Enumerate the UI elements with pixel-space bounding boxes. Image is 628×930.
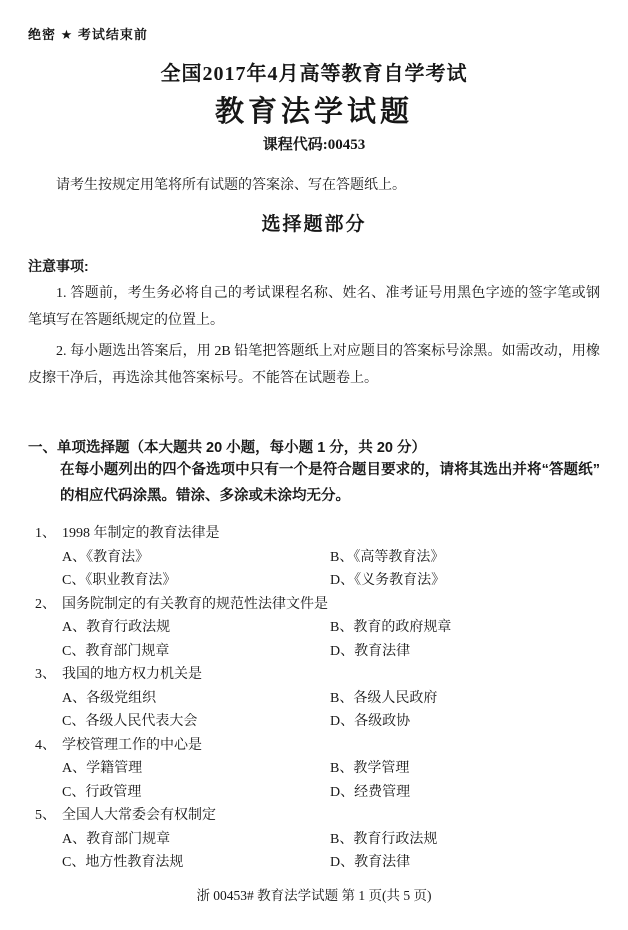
option-d: D、教育法律 [330, 643, 411, 659]
question-options [62, 828, 600, 875]
option-a: A、《教育法》 [62, 549, 150, 565]
section-part-title: 选择题部分 [261, 214, 367, 235]
option-b: B、教学管理 [330, 761, 410, 776]
question-2 [35, 593, 600, 664]
question-4 [35, 734, 600, 805]
option-c: C、各级人民代表大会 [62, 714, 198, 729]
question-stem [35, 663, 600, 687]
question-stem [35, 804, 600, 828]
option-d: D、经费管理 [330, 784, 411, 800]
notice-item-1: 1. 答题前，考生务必将自己的考试课程名称、姓名、准考证号用黑色字迹的签字笔或钢笔填写在答题纸规定的位置上。 [28, 286, 600, 328]
exam-title: 全国2017年4月高等教育自学考试 [160, 63, 468, 85]
option-a: A、各级党组织 [62, 690, 157, 706]
answer-sheet-instruction: 请考生按规定用笔将所有试题的答案涂、写在答题纸上。 [56, 178, 406, 193]
section-one [28, 436, 600, 509]
notes-heading: 注意事项: [28, 258, 89, 274]
option-c: C、行政管理 [62, 784, 142, 800]
security-notice: 绝密 ★ 考试结束前 [28, 27, 148, 42]
question-stem [35, 734, 600, 758]
notice-item-2: 2. 每小题选出答案后，用 2B 铅笔把答题纸上对应题目的答案标号涂黑。如需改动，用橡皮擦干净后，再选涂其他答案标号。不能答在试题卷上。 [28, 344, 600, 386]
question-number: 4、 [35, 737, 56, 753]
question-text: 国务院制定的有关教育的规范性法律文件是 [62, 596, 328, 612]
section-one-heading: 一、单项选择题（本大题共 20 小题，每小题 1 分，共 20 分） [28, 440, 426, 456]
option-d: D、各级政协 [330, 714, 411, 729]
question-list [35, 522, 600, 875]
option-d: D、教育法律 [330, 855, 411, 870]
question-stem [35, 593, 600, 617]
option-c: C、地方性教育法规 [62, 855, 184, 870]
option-b: B、《高等教育法》 [330, 549, 445, 565]
option-a: A、教育行政法规 [62, 620, 171, 635]
option-b: B、教育的政府规章 [330, 620, 452, 635]
option-c: C、《职业教育法》 [62, 573, 177, 588]
page-footer: 浙 00453# 教育法学试题 第 1 页(共 5 页) [196, 888, 432, 903]
question-options [62, 616, 600, 663]
question-number: 2、 [35, 596, 56, 612]
question-text: 我国的地方权力机关是 [62, 667, 202, 682]
option-c: C、教育部门规章 [62, 643, 170, 659]
question-5 [35, 804, 600, 875]
question-options [62, 546, 600, 593]
option-b: B、教育行政法规 [330, 831, 438, 847]
question-text: 1998 年制定的教育法律是 [62, 526, 220, 541]
section-one-subheading: 在每小题列出的四个备选项中只有一个是符合题目要求的，请将其选出并将“答题纸”的相应代码涂黑。错涂、多涂或未涂均无分。 [60, 462, 600, 504]
question-1 [35, 522, 600, 593]
question-stem [35, 522, 600, 546]
paper-title: 教育法学试题 [214, 96, 413, 128]
option-a: A、教育部门规章 [62, 831, 171, 847]
question-number: 3、 [35, 667, 56, 682]
question-number: 1、 [35, 526, 56, 541]
question-3 [35, 663, 600, 734]
question-text: 学校管理工作的中心是 [62, 737, 202, 753]
option-b: B、各级人民政府 [330, 690, 438, 706]
course-code: 课程代码:00453 [262, 137, 366, 153]
option-a: A、学籍管理 [62, 761, 143, 776]
option-d: D、《义务教育法》 [330, 573, 446, 588]
question-options [62, 757, 600, 804]
question-text: 全国人大常委会有权制定 [62, 808, 216, 823]
question-options [62, 687, 600, 734]
question-number: 5、 [35, 808, 56, 823]
